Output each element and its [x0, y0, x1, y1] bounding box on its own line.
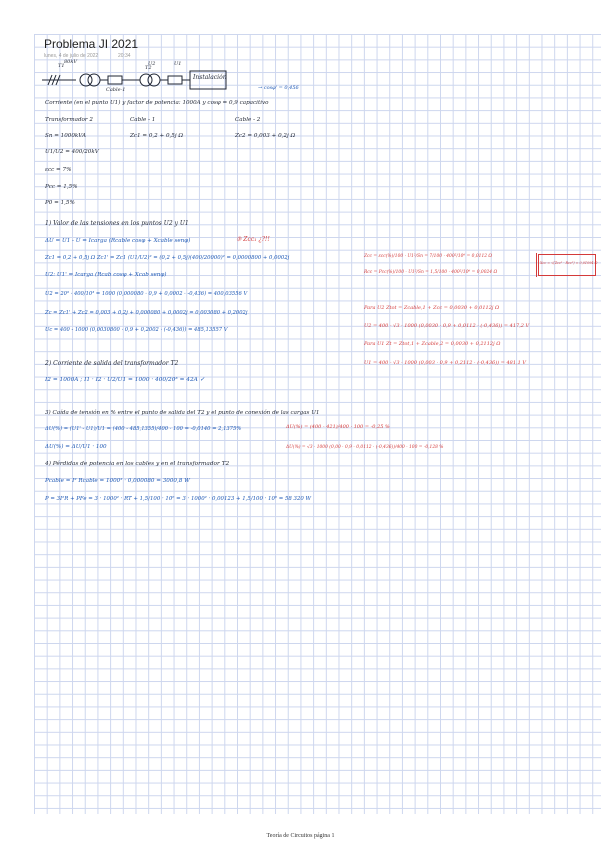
- header-cable1: Cable - 1: [130, 117, 156, 123]
- red-eq-ztot: Para U2 Ztot = Zcable,1 + Zcc = 0,0030 + 0,0112j Ω: [364, 305, 500, 311]
- diagram-label-t2: T2: [145, 65, 152, 71]
- header-transformer: Transformador 2: [45, 117, 93, 123]
- eq-cable-losses: Pcable = I² Rcable = 1000² · 0,000080 = 3000,8 W: [45, 478, 190, 484]
- note-ratio: U1/U2 = 400/20kV: [45, 149, 99, 155]
- red-eq-drop1: ΔU(%) = (400 - 421)/400 · 100 = -0,25 %: [286, 424, 390, 430]
- section-2-heading: 2) Corriente de salida del transformador T2: [45, 360, 179, 367]
- diagram-label-u1: U1: [174, 61, 182, 67]
- eq-uc-value: Uc = 400 - 1000 (0,0030800 · 0,9 + 0,2002 · (-0,436)) = 485,13557 V: [45, 327, 228, 333]
- eq-u2-value: U2 = 20³ · 400/10³ = 1000 (0,000080 · 0,9 + 0,0002 · -0,436) = 400,03556 V: [45, 291, 248, 297]
- red-eq-xcc: Xcc = √(Zcc² - Rcc²) = 0,01094 Ω: [540, 261, 598, 265]
- eq-voltage-drop-pct: ΔU(%) = (U1' - U1)/U1 = (400 - 485,1355)/400 · 100 = -0,0140 = 2,1375%: [45, 426, 242, 432]
- red-eq-u1: U1 = 400 - √3 · 1000 (0,003 · 0,9 + 0,2112 · (-0,436)) = 481,1 V: [364, 360, 526, 366]
- eq-zc1-referred: Zc1 = 0,2 + 0,5j Ω Zc1' = Zc1 (U1/U2)² = (0,2 + 0,5j)(400/20000)² = 0,0000800 + 0,0002j: [45, 255, 290, 261]
- eq-voltage-drop-formula: ΔU(%) = ΔU/U1 · 100: [45, 444, 107, 450]
- eq-current: I2 = 1000A ; I1 · I2 · U2/U1 = 1000 · 400/20³ = 42A ✓: [45, 377, 205, 383]
- eq-z-total: Zc = Zc1' + Zc2 = 0,003 + 0,2j + 0,000080 + 0,0002j = 0,003080 + 0,2002j: [45, 310, 248, 316]
- eq-total-losses: P = 3I²R + PFe = 3 · 1000² · RT + 1,5/100 · 10⁶ = 3 · 1000² · 0,00123 + 1,5/100 · 10⁶ = 58 320 W: [45, 496, 312, 502]
- page-title: Problema JI 2021: [44, 37, 139, 51]
- section-1-heading: 1) Valor de las tensiones en los puntos U2 y U1: [45, 220, 189, 227]
- red-eq-u2: U2 = 400 - √3 · 1000 (0,0030 · 0,9 + 0,0112 · (-0,436)) = 417,2 V: [364, 323, 530, 329]
- section-4-heading: 4) Pérdidas de potencia en los cables y en el transformador T2: [45, 461, 230, 467]
- red-bracket: [536, 253, 537, 277]
- red-eq-drop2: ΔU(%) = √3 · 1000 (0,00 · 0,9 - 0,0112 · (-0,436))/400 · 100 = -0,128 %: [286, 445, 444, 450]
- note-p0: P0 = 1,5%: [45, 200, 75, 206]
- eq-u2-expression: U2: U1' = Icarga (Rcab cosφ + Xcab senφ): [45, 272, 167, 278]
- annotation-cos-phi: → cosφ' = 0,456: [258, 85, 299, 91]
- diagram-load-label: Instalación: [193, 74, 227, 81]
- eq-delta-u: ΔU = U1 - U = Icarga (Rcable cosφ + Xcable senφ): [45, 238, 191, 244]
- note-ecc: εcc = 7%: [45, 167, 72, 173]
- note-zc1: Zc1 = 0,2 + 0,5j Ω: [130, 133, 184, 139]
- diagram-label-t1: T1: [58, 63, 65, 69]
- red-eq-zt: Para U1 Zt = Ztot,1 + Zcable,2 = 0,0030 + 0,2112j Ω: [364, 341, 501, 347]
- note-line: Corriente (en el punto U1) y factor de potencia: 1000A y cosφ = 0,9 capacitivo: [45, 100, 269, 106]
- diagram-label-u2: U2: [148, 61, 156, 67]
- section-3-heading: 3) Caída de tensión en % entre el punto de salida del T2 y el punto de conexión de las cargas U1: [45, 410, 320, 416]
- red-eq-rcc: Rcc = Pcc(%)/100 · U1²/Sn = 1,5/100 · 400²/10⁶ = 0,0024 Ω: [364, 270, 498, 275]
- red-eq-zcc: Zcc = εcc(%)/100 · U1²/Sn = 7/100 · 400²/10⁶ = 0,0112 Ω: [364, 254, 493, 259]
- diagram-label-sn: 80kV: [64, 59, 78, 65]
- page-time: 20:34: [118, 53, 131, 59]
- page-date: lunes, 4 de julio de 2022: [44, 53, 99, 59]
- page-footer: Teoría de Circuitos página 1: [266, 833, 335, 839]
- diagram-label-cable1: Cable-1: [106, 87, 126, 93]
- note-sn: Sn = 1000kVA: [45, 133, 87, 139]
- red-note-zcc: ③ Zcc₁ ¿?!!: [236, 236, 270, 243]
- header-cable2: Cable - 2: [235, 117, 261, 123]
- note-pcc: Pcc = 1,5%: [45, 184, 78, 190]
- note-zc2: Zc2 = 0,003 + 0,2j Ω: [235, 133, 296, 139]
